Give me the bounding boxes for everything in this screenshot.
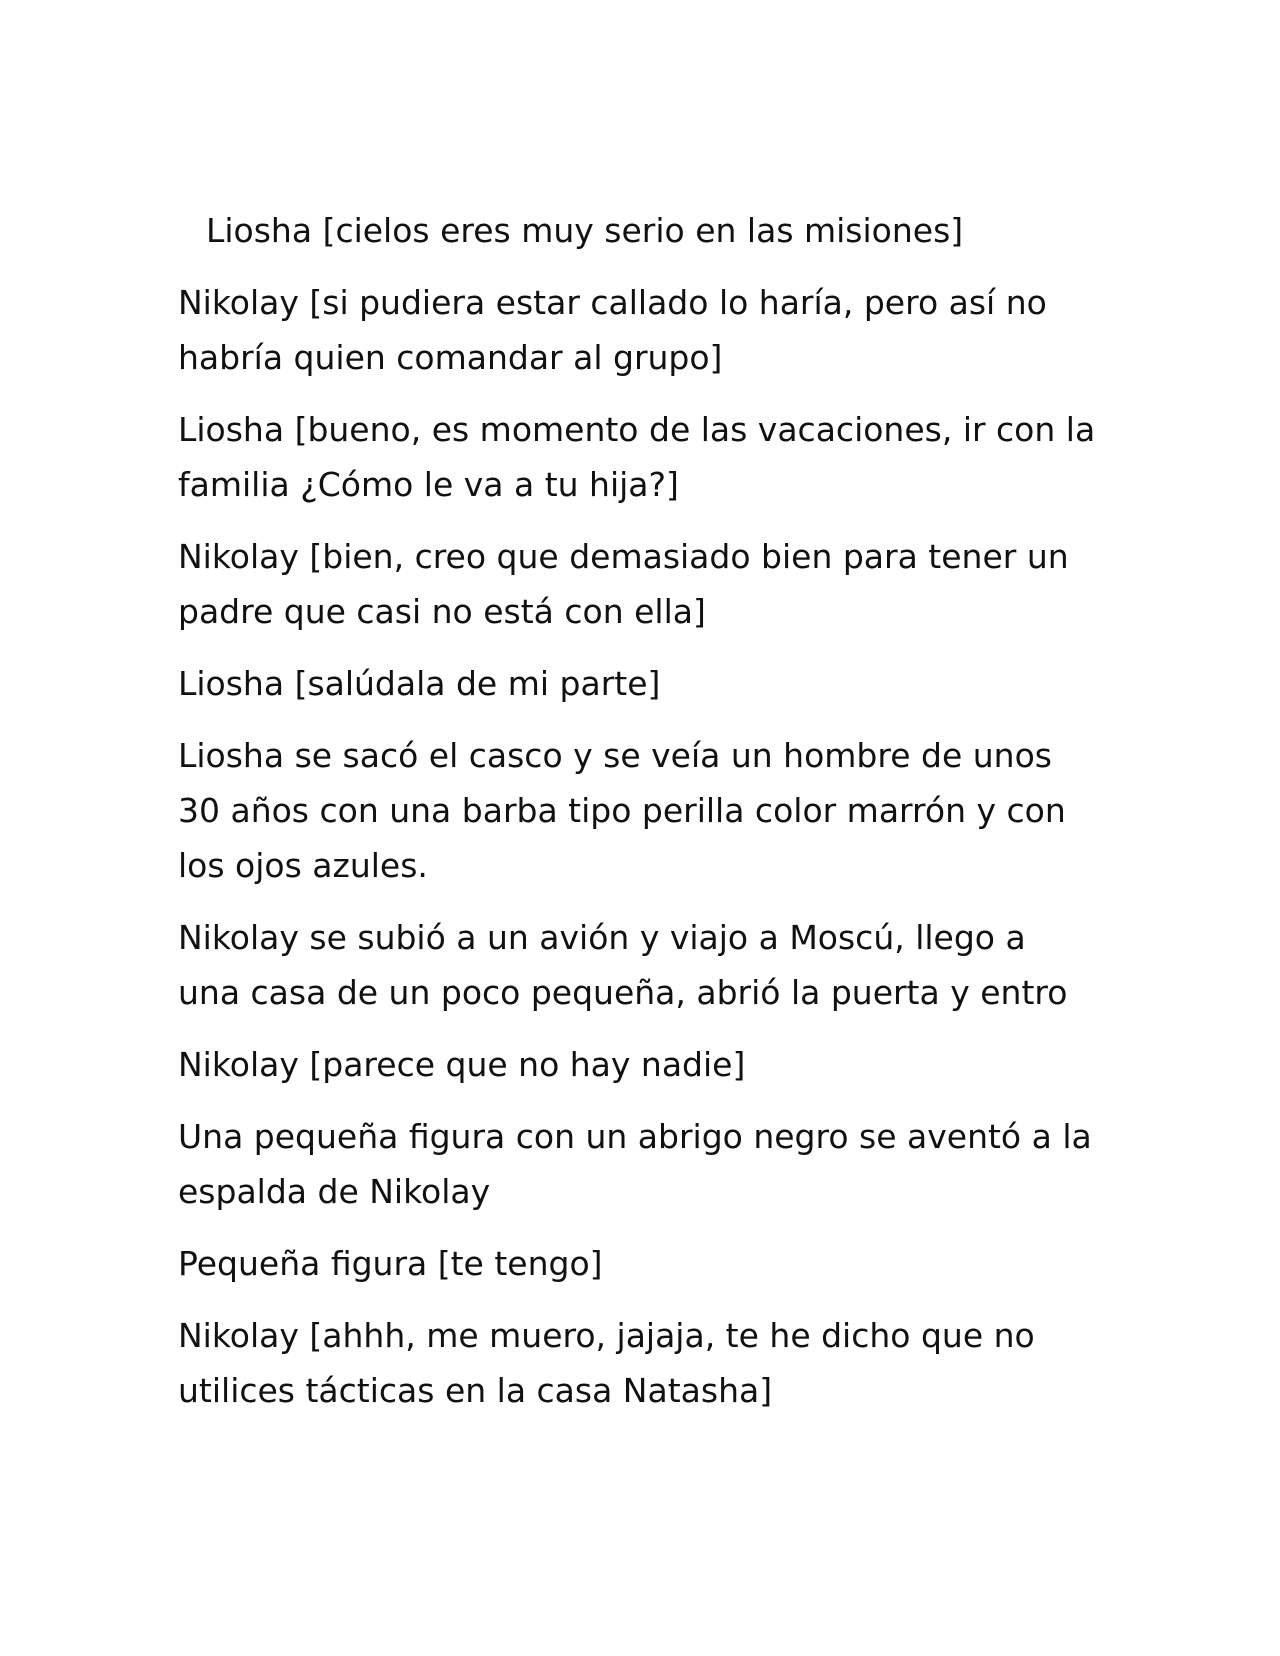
paragraph-5: Liosha [salúdala de mi parte] <box>178 664 661 703</box>
paragraph-9: Una pequeña figura con un abrigo negro se aventó a la espalda de Nikolay <box>178 1117 1092 1211</box>
paragraph-3: Liosha [bueno, es momento de las vacaciones, ir con la familia ¿Cómo le va a tu hija?] <box>178 410 1096 504</box>
document-body <box>178 203 1098 1435</box>
paragraph-11: Nikolay [ahhh, me muero, jajaja, te he dicho que no utilices tácticas en la casa Natasha] <box>178 1316 1035 1410</box>
paragraph-8: Nikolay [parece que no hay nadie] <box>178 1045 746 1084</box>
paragraph-2: Nikolay [si pudiera estar callado lo haría, pero así no habría quien comandar al grupo] <box>178 283 1047 377</box>
paragraph-10: Pequeña figura [te tengo] <box>178 1244 603 1283</box>
paragraph-1: Liosha [cielos eres muy serio en las misiones] <box>206 211 964 250</box>
paragraph-6: Liosha se sacó el casco y se veía un hombre de unos 30 años con una barba tipo perilla color marrón y con los ojos azules. <box>178 736 1066 885</box>
paragraph-7: Nikolay se subió a un avión y viajo a Moscú, llego a una casa de un poco pequeña, abrió la puerta y entro <box>178 918 1068 1012</box>
paragraph-4: Nikolay [bien, creo que demasiado bien para tener un padre que casi no está con ella] <box>178 537 1069 631</box>
